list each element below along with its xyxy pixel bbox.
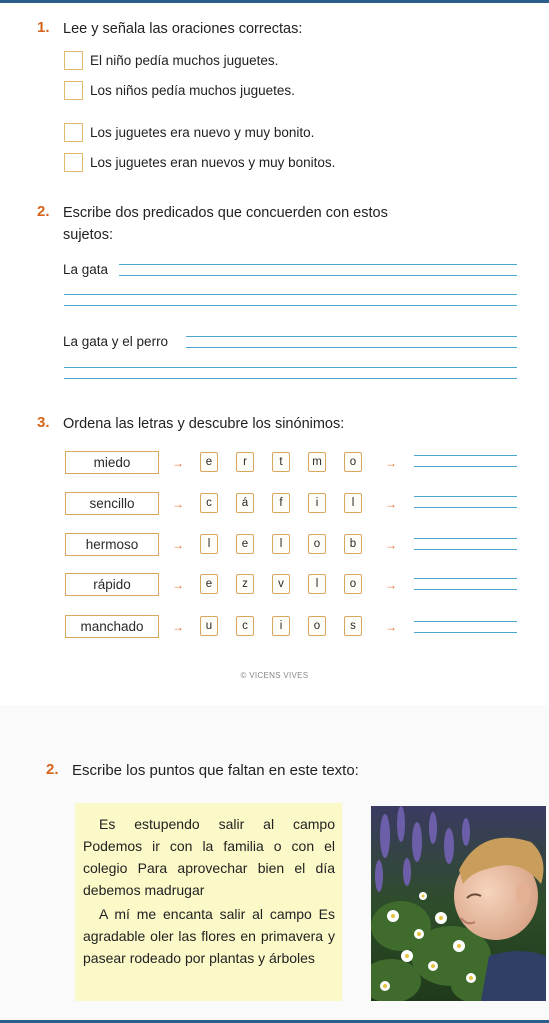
letter-tile: e [236,534,254,554]
arrow-icon: → [172,497,184,511]
q2-prompt-line2: sujetos: [63,227,113,243]
writing-line[interactable] [64,378,517,379]
q3-prompt: Ordena las letras y descubre los sinónimos: [63,416,345,432]
arrow-icon: → [385,538,397,552]
letter-tile: o [308,534,326,554]
arrow-icon: → [172,538,184,552]
arrow-icon: → [172,456,184,470]
answer-line[interactable] [414,589,517,590]
q2-number: 2. [37,203,50,220]
letter-tile: i [272,616,290,636]
letter-tile: l [344,493,362,513]
publisher-credit: © VICENS VIVES [240,671,309,680]
letter-tile: o [344,574,362,594]
option-label: Los niños pedía muchos juguetes. [90,82,295,98]
writing-line[interactable] [186,347,517,348]
synonym-word: sencillo [65,492,159,515]
answer-line[interactable] [414,621,517,622]
synonym-word: rápido [65,573,159,596]
checkbox[interactable] [64,81,83,100]
letter-tile: r [236,452,254,472]
letter-tile: o [308,616,326,636]
writing-line[interactable] [64,305,517,306]
arrow-icon: → [172,620,184,634]
synonym-word: hermoso [65,533,159,556]
arrow-icon: → [385,620,397,634]
letter-tile: z [236,574,254,594]
answer-line[interactable] [414,549,517,550]
letter-tile: f [272,493,290,513]
letter-tile: l [200,534,218,554]
text-box [75,803,342,1001]
letter-tile: t [272,452,290,472]
letter-tile: i [308,493,326,513]
option-label: Los juguetes era nuevo y muy bonito. [90,124,315,140]
letter-tile: e [200,452,218,472]
checkbox[interactable] [64,51,83,70]
writing-line[interactable] [186,336,517,337]
paragraph[interactable]: Es estupendo salir al campo Podemos ir con la familia o con el colegio Para aprovechar bien el día debemos madrugar [83,816,335,898]
arrow-icon: → [385,456,397,470]
letter-tile: o [344,452,362,472]
checkbox[interactable] [64,153,83,172]
letter-tile: v [272,574,290,594]
writing-line[interactable] [64,367,517,368]
q2b-number: 2. [46,761,59,778]
letter-tile: c [236,616,254,636]
option-label: Los juguetes eran nuevos y muy bonitos. [90,154,336,170]
answer-line[interactable] [414,455,517,456]
q1-option[interactable] [64,49,278,71]
letter-tile: e [200,574,218,594]
answer-line[interactable] [414,578,517,579]
q3-number: 3. [37,414,50,431]
letter-tile: b [344,534,362,554]
letter-tile: m [308,452,326,472]
q1-prompt: Lee y señala las oraciones correctas: [63,21,303,37]
answer-line[interactable] [414,466,517,467]
writing-line[interactable] [64,294,517,295]
letter-tile: l [308,574,326,594]
letter-tile: á [236,493,254,513]
letter-tile: c [200,493,218,513]
writing-line[interactable] [119,264,517,265]
writing-line[interactable] [119,275,517,276]
answer-line[interactable] [414,632,517,633]
q2-prompt-line1: Escribe dos predicados que concuerden con estos [63,205,388,221]
q1-option[interactable] [64,151,335,173]
q1-option[interactable] [64,121,314,143]
arrow-icon: → [385,497,397,511]
letter-tile: u [200,616,218,636]
paragraph[interactable]: A mí me encanta salir al campo Es agradable oler las flores en primavera y pasear rodeado por plantas y árboles [83,906,335,966]
worksheet-page [0,3,549,705]
option-label: El niño pedía muchos juguetes. [90,52,279,68]
q1-number: 1. [37,19,50,36]
subject-label: La gata y el perro [63,334,169,349]
arrow-icon: → [172,578,184,592]
boy-smelling-flowers-photo [371,806,546,1001]
answer-line[interactable] [414,496,517,497]
q1-option[interactable] [64,79,295,101]
checkbox[interactable] [64,123,83,142]
answer-line[interactable] [414,507,517,508]
letter-tile: l [272,534,290,554]
arrow-icon: → [385,578,397,592]
synonym-word: miedo [65,451,159,474]
letter-tile: s [344,616,362,636]
synonym-word: manchado [65,615,159,638]
subject-label: La gata [63,262,109,277]
answer-line[interactable] [414,538,517,539]
q2b-prompt: Escribe los puntos que faltan en este texto: [72,762,359,779]
